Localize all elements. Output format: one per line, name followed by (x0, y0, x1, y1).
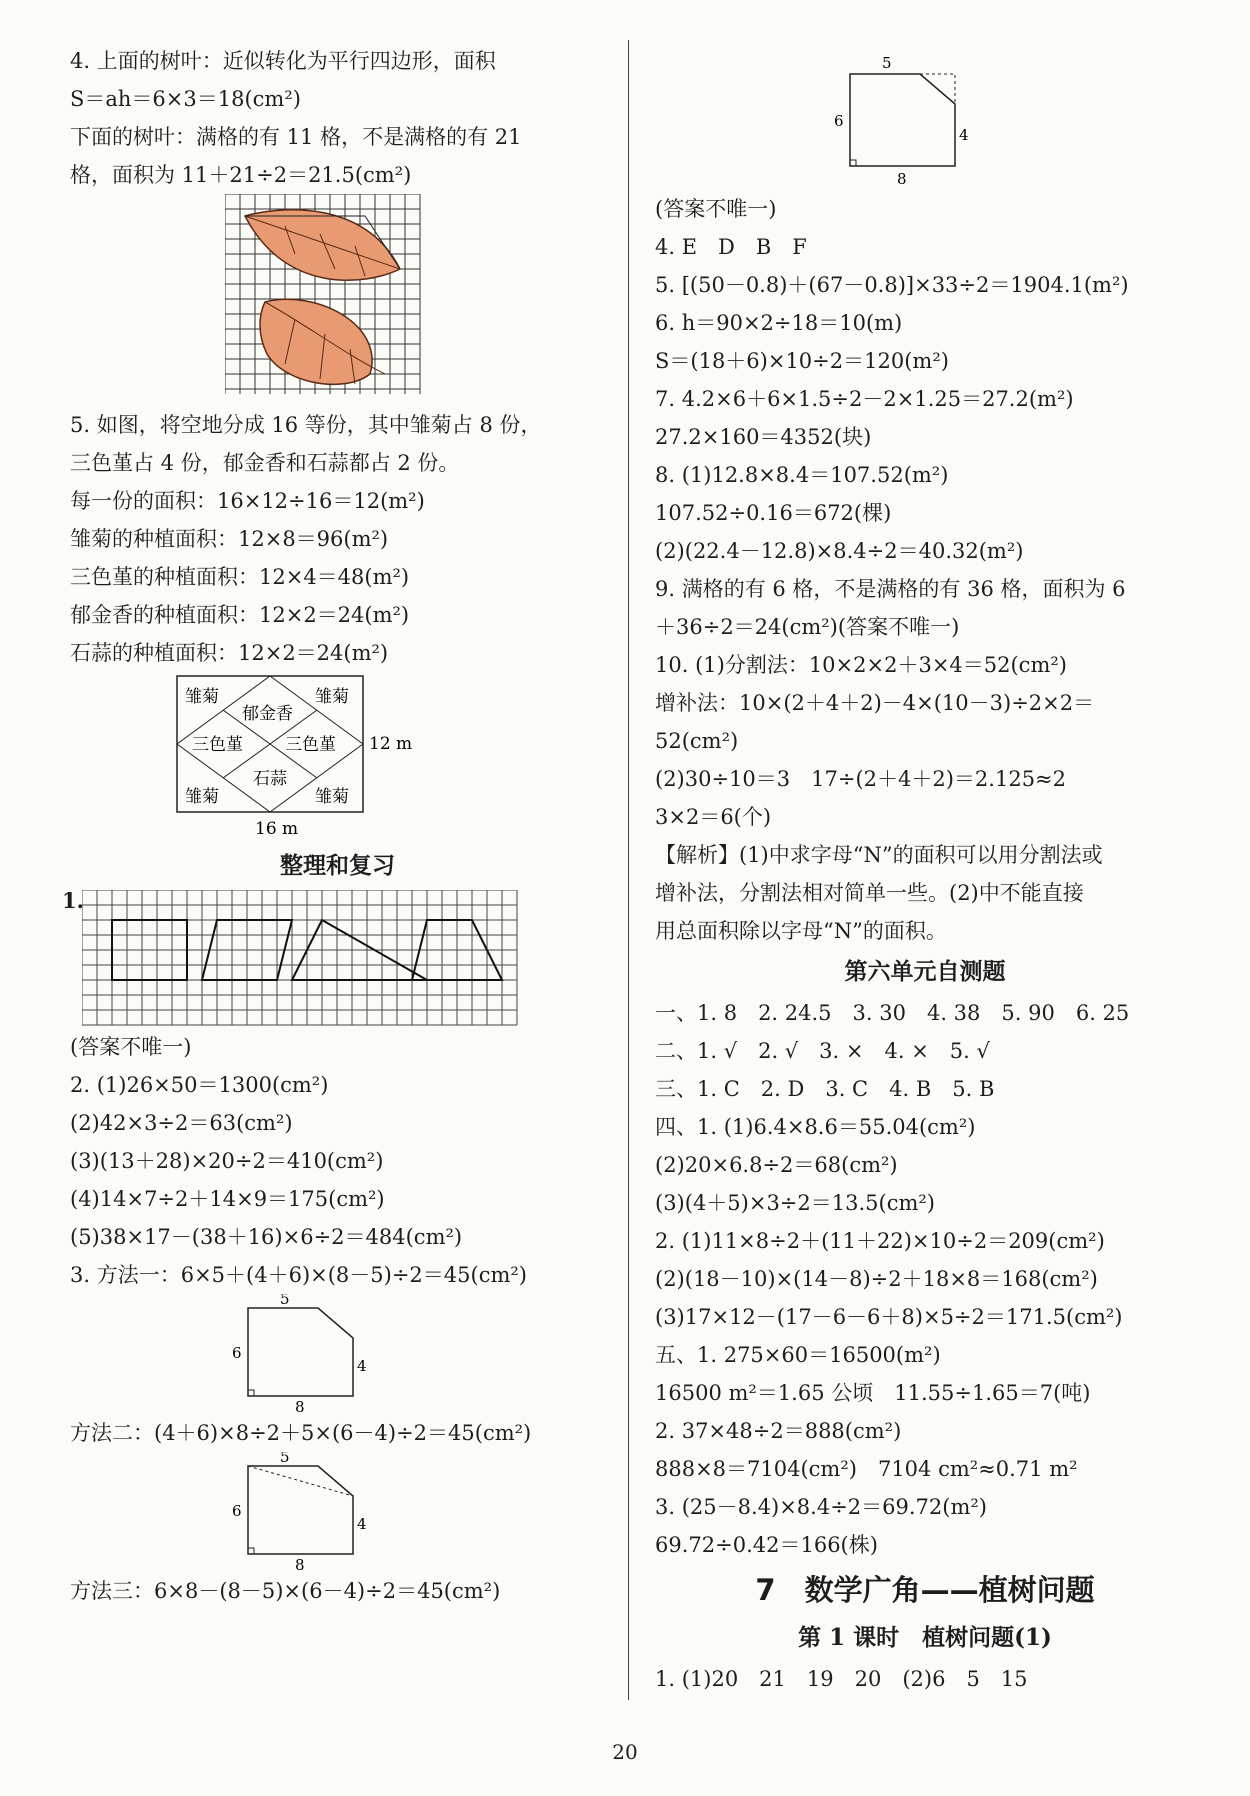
test-section-3: 三、1. C 2. D 3. C 4. B 5. B (655, 1077, 995, 1101)
test-section-5-line4: 888×8＝7104(cm²) 7104 cm²≈0.71 m² (655, 1457, 1078, 1481)
right-note: (答案不唯一) (655, 197, 777, 221)
answer-r10-line5: 3×2＝6(个) (655, 805, 772, 829)
svg-text:8: 8 (295, 1556, 305, 1572)
garden-label-pansy-r: 三色堇 (285, 735, 336, 755)
review-1-figure (62, 888, 605, 1028)
svg-text:6: 6 (834, 112, 844, 130)
answer-5-line7: 石蒜的种植面积：12×2＝24(m²) (70, 641, 389, 665)
answer-r8-line2: 107.52÷0.16＝672(棵) (655, 501, 892, 525)
test-section-4-line4: 2. (1)11×8÷2＋(11＋22)×10÷2＝209(cm²) (655, 1229, 1105, 1253)
review-2-line4: (4)14×7÷2＋14×9＝175(cm²) (70, 1187, 385, 1211)
svg-text:4: 4 (357, 1515, 367, 1533)
answer-5-line3: 每一份的面积：16×12÷16＝12(m²) (70, 489, 425, 513)
lesson-title: 第 1 课时 植树问题(1) (798, 1624, 1052, 1651)
test-section-5-line6: 69.72÷0.42＝166(株) (655, 1533, 878, 1557)
garden-label-lycoris: 石蒜 (253, 769, 287, 789)
answer-r9-line2: ＋36÷2＝24(cm²)(答案不唯一) (655, 615, 960, 639)
test-section-5-line2: 16500 m²＝1.65 公顷 11.55÷1.65＝7(吨) (655, 1381, 1091, 1405)
garden-label-daisy-br: 雏菊 (315, 787, 349, 807)
shape-svg-3 (830, 48, 990, 188)
answer-r7-line2: 27.2×160＝4352(块) (655, 425, 872, 449)
upper-leaf (245, 210, 400, 281)
left-column (62, 42, 605, 1610)
answer-5-line2: 三色堇占 4 份，郁金香和石蒜都占 2 份。 (70, 451, 460, 475)
answer-r6-line2: S＝(18＋6)×10÷2＝120(m²) (655, 349, 949, 373)
answer-4-line2: S＝ah＝6×3＝18(cm²) (70, 87, 301, 111)
leaf-grid-svg (225, 194, 425, 399)
test-section-5-line5: 3. (25－8.4)×8.4÷2＝69.72(m²) (655, 1495, 988, 1519)
chapter-title: 7 数学广角——植树问题 (755, 1573, 1095, 1607)
review-3-method1: 3. 方法一：6×5＋(4＋6)×(8－5)÷2＝45(cm²) (70, 1263, 527, 1287)
review-3-method2: 方法二：(4＋6)×8÷2＋5×(6－4)÷2＝45(cm²) (70, 1421, 532, 1445)
garden-width-label: 16 m (255, 819, 299, 839)
review-1-number: 1. (62, 888, 84, 913)
svg-text:8: 8 (897, 170, 907, 188)
test-section-2: 二、1. √ 2. √ 3. × 4. × 5. √ (655, 1039, 990, 1063)
analysis-line1: 【解析】(1)中求字母“N”的面积可以用分割法或 (655, 843, 1103, 867)
test-section-4-line1: 四、1. (1)6.4×8.6＝55.04(cm²) (655, 1115, 976, 1139)
svg-text:4: 4 (959, 126, 969, 144)
answer-r8-line1: 8. (1)12.8×8.4＝107.52(m²) (655, 463, 949, 487)
test-section-4-line3: (3)(4＋5)×3÷2＝13.5(cm²) (655, 1191, 936, 1215)
garden-svg (175, 672, 475, 842)
garden-label-daisy-tr: 雏菊 (315, 687, 349, 707)
shape-figure-1 (70, 1294, 605, 1414)
answer-r5: 5. [(50－0.8)＋(67－0.8)]×33÷2＝1904.1(m²) (655, 273, 1129, 297)
garden-label-tulip: 郁金香 (242, 704, 293, 724)
analysis-line3: 用总面积除以字母“N”的面积。 (655, 919, 947, 943)
answer-4-line4: 格，面积为 11＋21÷2＝21.5(cm²) (70, 163, 412, 187)
svg-text:5: 5 (280, 1452, 290, 1466)
answer-r9-line1: 9. 满格的有 6 格，不是满格的有 36 格，面积为 6 (655, 577, 1126, 601)
garden-height-label: 12 m (369, 734, 413, 754)
leaf-grid-figure (70, 194, 605, 406)
test-section-5-line1: 五、1. 275×60＝16500(m²) (655, 1343, 941, 1367)
shape-figure-3 (655, 48, 1195, 190)
answer-5-line5: 三色堇的种植面积：12×4＝48(m²) (70, 565, 410, 589)
answer-r10-line1: 10. (1)分割法：10×2×2＋3×4＝52(cm²) (655, 653, 1067, 677)
svg-text:8: 8 (295, 1398, 305, 1414)
svg-text:5: 5 (882, 54, 892, 72)
answer-r10-line2: 增补法：10×(2＋4＋2)－4×(10－3)÷2×2＝ (655, 691, 1095, 715)
answer-5-line1: 5. 如图，将空地分成 16 等份，其中雏菊占 8 份， (70, 413, 542, 437)
review-2-line1: 2. (1)26×50＝1300(cm²) (70, 1073, 329, 1097)
unit-test-title: 第六单元自测题 (844, 958, 1006, 985)
review-2-line3: (3)(13＋28)×20÷2＝410(cm²) (70, 1149, 384, 1173)
review-3-method3: 方法三：6×8－(8－5)×(6－4)÷2＝45(cm²) (70, 1579, 501, 1603)
answer-r6-line1: 6. h＝90×2÷18＝10(m) (655, 311, 903, 335)
answer-r10-line4: (2)30÷10＝3 17÷(2＋4＋2)＝2.125≈2 (655, 767, 1067, 791)
answer-5-line4: 雏菊的种植面积：12×8＝96(m²) (70, 527, 389, 551)
answer-5-line6: 郁金香的种植面积：12×2＝24(m²) (70, 603, 410, 627)
page-number: 20 (612, 1740, 638, 1764)
analysis-line2: 增补法，分割法相对简单一些。(2)中不能直接 (655, 881, 1084, 905)
test-section-1: 一、1. 8 2. 24.5 3. 30 4. 38 5. 90 6. 25 (655, 1001, 1130, 1025)
garden-diagram (70, 672, 605, 844)
review-1-note: (答案不唯一) (70, 1035, 192, 1059)
shape-svg-2 (228, 1452, 388, 1572)
test-section-4-line2: (2)20×6.8÷2＝68(cm²) (655, 1153, 898, 1177)
svg-text:5: 5 (280, 1294, 290, 1308)
answer-r10-line3: 52(cm²) (655, 729, 739, 753)
svg-text:6: 6 (232, 1344, 242, 1362)
column-divider (628, 40, 629, 1700)
shape-figure-2 (70, 1452, 605, 1572)
right-column (655, 48, 1195, 1698)
test-section-4-line6: (3)17×12－(17－6－6＋8)×5÷2＝171.5(cm²) (655, 1305, 1123, 1329)
answer-r4: 4. E D B F (655, 235, 807, 259)
test-section-4-line5: (2)(18－10)×(14－8)÷2＋18×8＝168(cm²) (655, 1267, 1098, 1291)
garden-label-daisy-bl: 雏菊 (185, 787, 219, 807)
answer-r8-line3: (2)(22.4－12.8)×8.4÷2＝40.32(m²) (655, 539, 1024, 563)
review-section-title: 整理和复习 (280, 852, 395, 879)
lower-leaf (260, 299, 372, 384)
garden-label-daisy-tl: 雏菊 (185, 687, 219, 707)
shape-svg-1 (228, 1294, 388, 1414)
review-1-grid-svg (82, 890, 522, 1028)
answer-r7-line1: 7. 4.2×6＋6×1.5÷2－2×1.25＝27.2(m²) (655, 387, 1074, 411)
lesson-answer-1: 1. (1)20 21 19 20 (2)6 5 15 (655, 1667, 1028, 1691)
svg-text:6: 6 (232, 1502, 242, 1520)
review-2-line2: (2)42×3÷2＝63(cm²) (70, 1111, 293, 1135)
answer-4-line1: 4. 上面的树叶：近似转化为平行四边形，面积 (70, 49, 496, 73)
review-2-line5: (5)38×17－(38＋16)×6÷2＝484(cm²) (70, 1225, 463, 1249)
answer-4-line3: 下面的树叶：满格的有 11 格，不是满格的有 21 (70, 125, 522, 149)
svg-text:4: 4 (357, 1357, 367, 1375)
test-section-5-line3: 2. 37×48÷2＝888(cm²) (655, 1419, 902, 1443)
garden-label-pansy-l: 三色堇 (192, 735, 243, 755)
